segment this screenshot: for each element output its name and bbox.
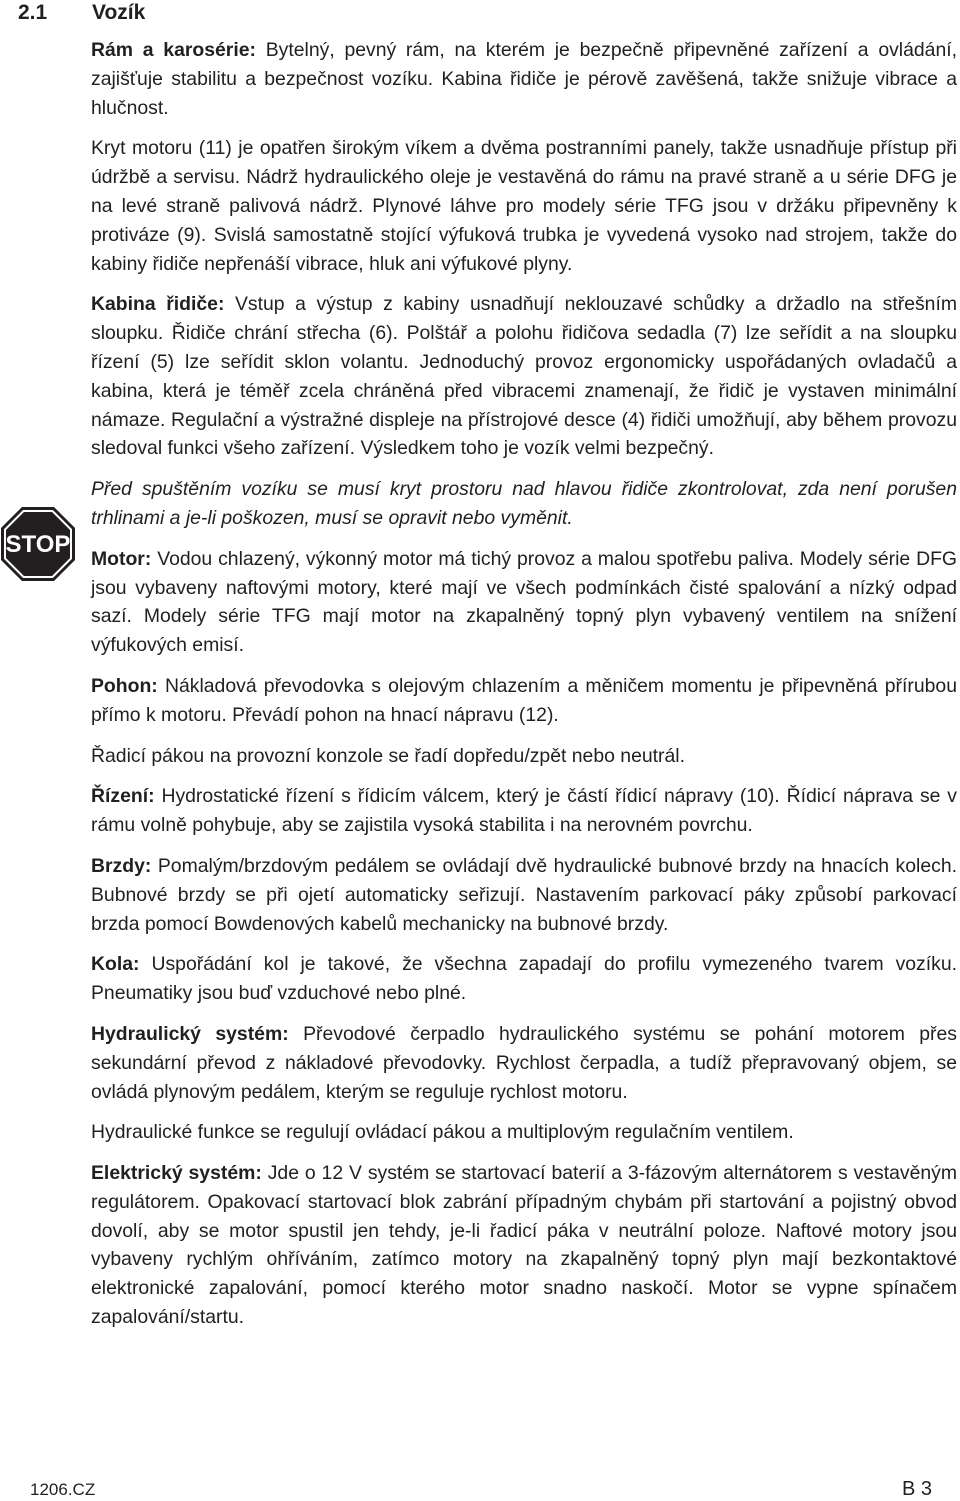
paragraph-text: Vodou chlazený, výkonný motor má tichý provoz a malou spotřebu paliva. Modely série DFG jsou vybaveny naftovými motory, které mají ve všech podmínkách čisté spalování a nízký odpad sazí. Modely série TFG mají motor na zkapalněný topný plyn vybavený ventilem na snížení výfukových emisí. — [91, 547, 957, 657]
paragraph-text: Řadicí pákou na provozní konzole se řadí dopředu/zpět nebo neutrál. — [91, 744, 685, 767]
paragraph-label: Pohon: — [91, 674, 158, 697]
paragraph-motor — [91, 545, 957, 660]
section-number: 2.1 — [18, 1, 48, 24]
paragraph-engine-cover — [91, 134, 957, 278]
paragraph-label: Kabina řidiče: — [91, 293, 225, 316]
paragraph-text: Převodové čerpadlo hydraulického systému se pohání motorem přes sekundární převod z nákladové převodovky. Rychlost čerpadla, a tudíž přepravovaný objem, se ovládá plynovým pedálem, kterým se reguluje rychlost motoru. — [91, 1022, 957, 1103]
paragraph-text: Jde o 12 V systém se startovací baterií a 3-fázovým alternátorem s vestavěným regulátorem. Opakovací startovací blok zabrání případným chybám při startování a pojistný obvod dovolí, aby se motor spustil jen tehdy, je-li řadicí páka v neutrální poloze. Naftové motory jsou vybaveny rychlým ohříváním, zatímco motory na zkapalněný topný plyn mají bezkontaktové elektronické zapalování, pomocí kterého motor snadno naskočí. Motor se vypne spínačem zapalování/startu. — [91, 1162, 958, 1329]
stop-sign-text: STOP — [5, 531, 71, 558]
paragraph-hydraulic-functions — [91, 1118, 957, 1147]
paragraph-steering — [91, 782, 957, 840]
paragraph-electrical — [91, 1159, 957, 1332]
paragraph-text: Hydraulické funkce se regulují ovládací pákou a multiplovým regulačním ventilem. — [91, 1121, 794, 1144]
paragraph-hydraulics — [91, 1020, 957, 1106]
paragraph-text: Vstup a výstup z kabiny usnadňují neklouzavé schůdky a držadlo na střešním sloupku. Řidiče chrání střecha (6). Polštář a polohu řidičova sedadla (7) lze seřídit a na sloupku řízení (5) lze seřídit sklon volantu. Jednoduchý provoz ergonomicky uspořádaných ovladačů a kabina, která je téměř zcela chráněná před vibracemi znamenají, že řidič je vystaven minimální námaze. Regulační a výstražné displeje na přístrojové desce (4) řidiči umožňují, aby během provozu sledoval funkci všeho zařízení. Výsledkem toho je vozík velmi bezpečný. — [91, 293, 957, 460]
paragraph-text: Kryt motoru (11) je opatřen širokým víkem a dvěma postranními panely, takže usnadňuje přístup při údržbě a servisu. Nádrž hydraulického oleje je vestavěná do rámu na pravé straně a u série DFG je na levé straně palivová nádrž. Plynové láhve pro modely série TFG jsou v držáku připevněny k protiváze (9). Svislá samostatně stojící výfuková trubka je vyvedená vysoko nad strojem, takže do kabiny řidiče nepřenáší vibrace, hluk ani výfukové plyny. — [91, 137, 957, 275]
paragraph-text: Pomalým/brzdovým pedálem se ovládají dvě hydraulické bubnové brzdy na hnacích kolech. Bubnové brzdy se při ojetí automaticky seřizují. Nastavením parkovací páky způsobí parkovací brzda pomocí Bowdenových kabelů mechanicky na bubnové brzdy. — [91, 854, 957, 935]
paragraph-label: Rám a karosérie: — [91, 39, 256, 61]
paragraph-label: Motor: — [91, 547, 152, 570]
paragraph-wheels — [91, 950, 957, 1008]
paragraph-cab — [91, 290, 957, 463]
body-text — [91, 36, 957, 1344]
paragraph-text: Nákladová převodovka s olejovým chlazením a měničem momentu je připevněná přírubou přímo k motoru. Převádí pohon na hnací nápravu (12). — [91, 674, 957, 726]
section-title: Vozík — [92, 1, 146, 24]
paragraph-label: Kola: — [91, 953, 140, 976]
paragraph-text: Hydrostatické řízení s řídicím válcem, který je částí řídicí nápravy (10). Řídicí náprava se v rámu volně pohybuje, aby se zajistila vysoká stabilita i na nerovném povrchu. — [91, 785, 957, 837]
footer-page-number: B 3 — [901, 1478, 932, 1500]
warning-note — [91, 475, 957, 533]
paragraph-text: Bytelný, pevný rám, na kterém je bezpečně připevněné zařízení a ovládání, zajišťuje stabilitu a bezpečnost vozíku. Kabina řidiče je pérově zavěšená, takže snižuje vibrace a hlučnost. — [91, 39, 958, 119]
paragraph-label: Elektrický systém: — [91, 1162, 262, 1185]
paragraph-brakes — [91, 852, 957, 938]
paragraph-gear-lever — [91, 742, 957, 771]
paragraph-drive — [91, 672, 957, 730]
paragraph-label: Řízení: — [91, 785, 155, 808]
paragraph-frame — [91, 36, 957, 122]
stop-sign-icon — [0, 506, 76, 582]
paragraph-label: Brzdy: — [91, 854, 152, 877]
paragraph-text: Uspořádání kol je takové, že všechna zapadají do profilu vymezeného tvarem vozíku. Pneumatiky jsou buď vzduchové nebo plné. — [91, 953, 958, 1005]
footer-doc-code: 1206.CZ — [30, 1480, 96, 1499]
warning-text: Před spuštěním vozíku se musí kryt prostoru nad hlavou řidiče zkontrolovat, zda není porušen trhlinami a je-li poškozen, musí se opravit nebo vyměnit. — [91, 478, 957, 529]
paragraph-label: Hydraulický systém: — [91, 1022, 289, 1045]
